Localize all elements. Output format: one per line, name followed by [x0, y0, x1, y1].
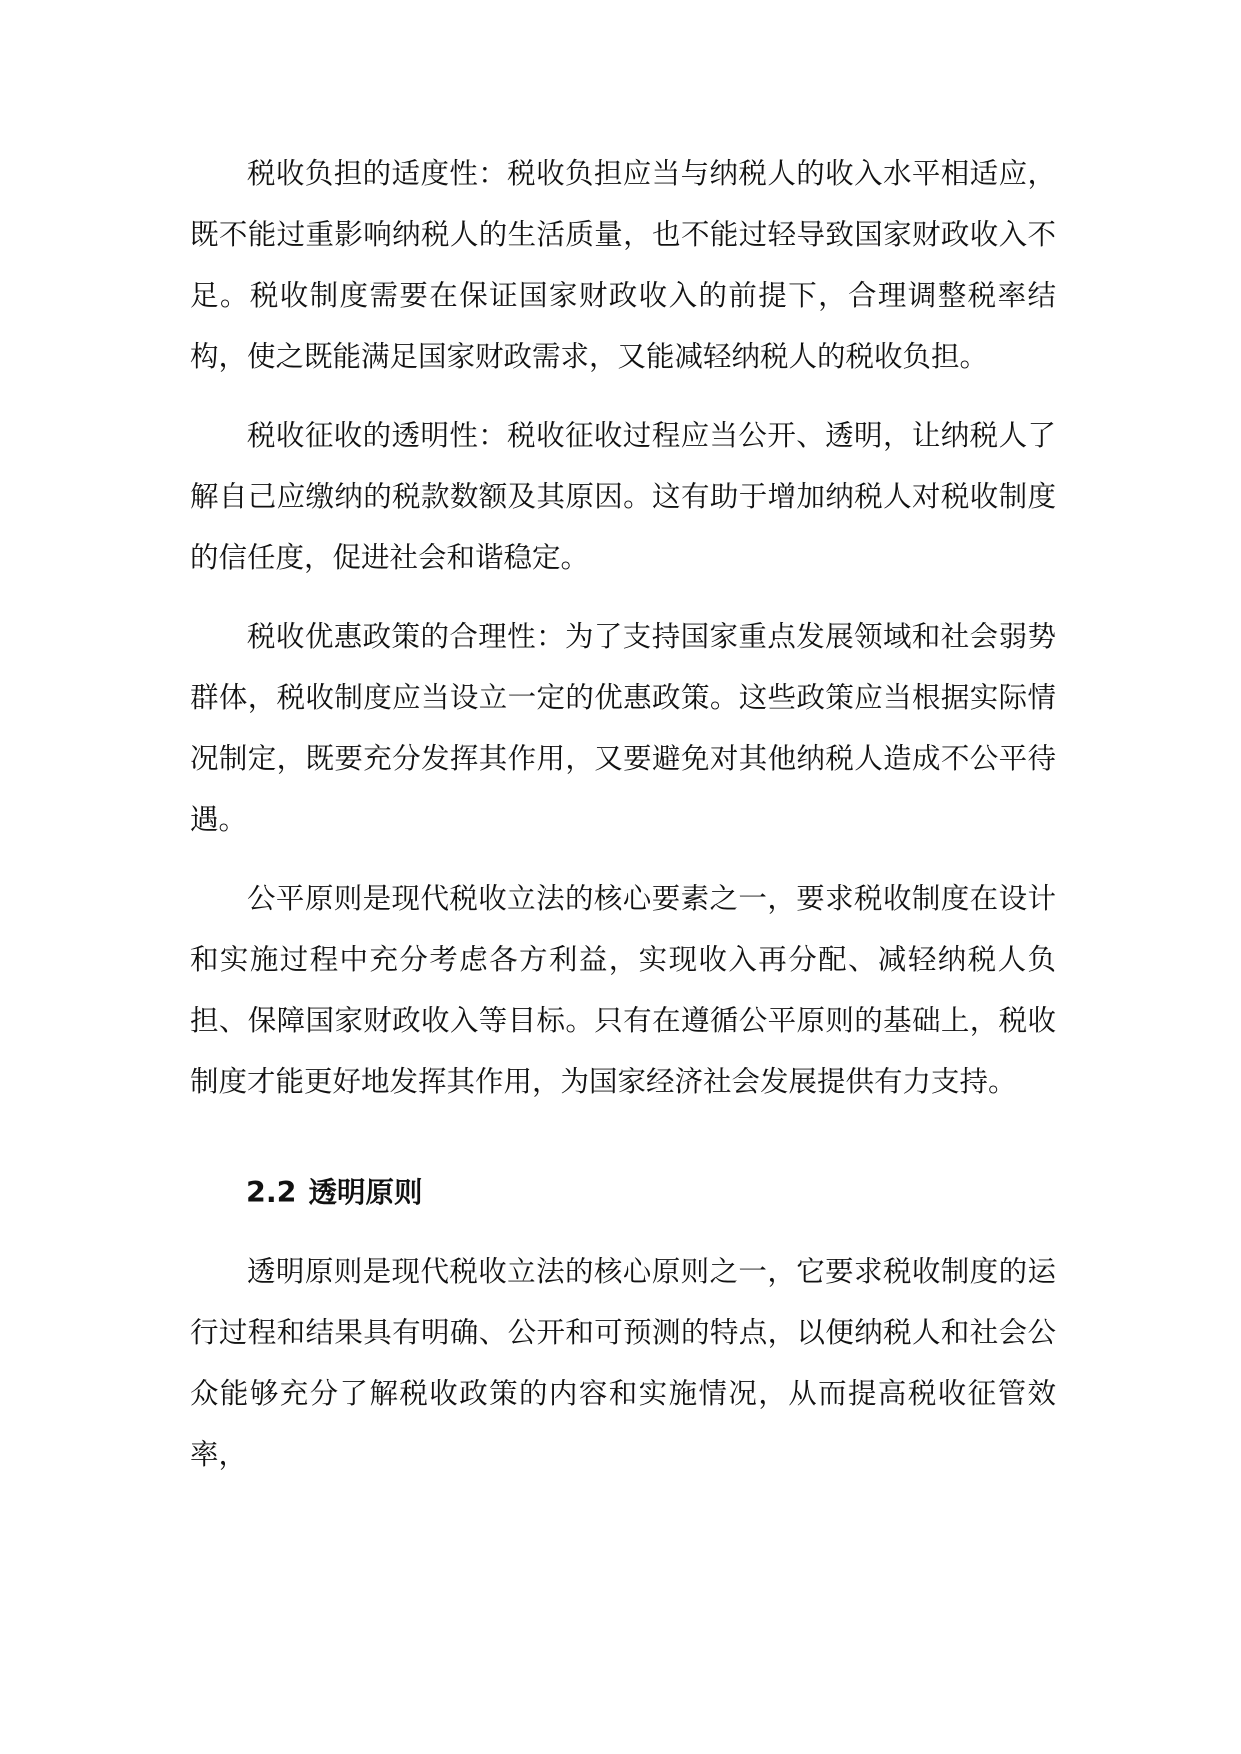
section-title: 透明原则	[308, 1176, 423, 1209]
paragraph-tax-preference-policy: 税收优惠政策的合理性：为了支持国家重点发展领域和社会弱势群体，税收制度应当设立一定的优惠政策。这些政策应当根据实际情况制定，既要充分发挥其作用，又要避免对其他纳税人造成不公平待遇。	[190, 620, 1056, 836]
document-body	[190, 143, 1056, 1503]
paragraph-fairness-principle: 公平原则是现代税收立法的核心要素之一，要求税收制度在设计和实施过程中充分考虑各方利益，实现收入再分配、减轻纳税人负担、保障国家财政收入等目标。只有在遵循公平原则的基础上，税收制度才能更好地发挥其作用，为国家经济社会发展提供有力支持。	[190, 882, 1056, 1098]
section-heading	[190, 1162, 1056, 1223]
section-number: 2.2	[246, 1176, 297, 1209]
paragraph-tax-burden: 税收负担的适度性：税收负担应当与纳税人的收入水平相适应，既不能过重影响纳税人的生活质量，也不能过轻导致国家财政收入不足。税收制度需要在保证国家财政收入的前提下，合理调整税率结构，使之既能满足国家财政需求，又能减轻纳税人的税收负担。	[190, 157, 1056, 373]
paragraph-transparency-principle: 透明原则是现代税收立法的核心原则之一，它要求税收制度的运行过程和结果具有明确、公开和可预测的特点，以便纳税人和社会公众能够充分了解税收政策的内容和实施情况，从而提高税收征管效率，	[190, 1255, 1056, 1471]
paragraph-tax-collection-transparency: 税收征收的透明性：税收征收过程应当公开、透明，让纳税人了解自己应缴纳的税款数额及其原因。这有助于增加纳税人对税收制度的信任度，促进社会和谐稳定。	[190, 419, 1056, 574]
